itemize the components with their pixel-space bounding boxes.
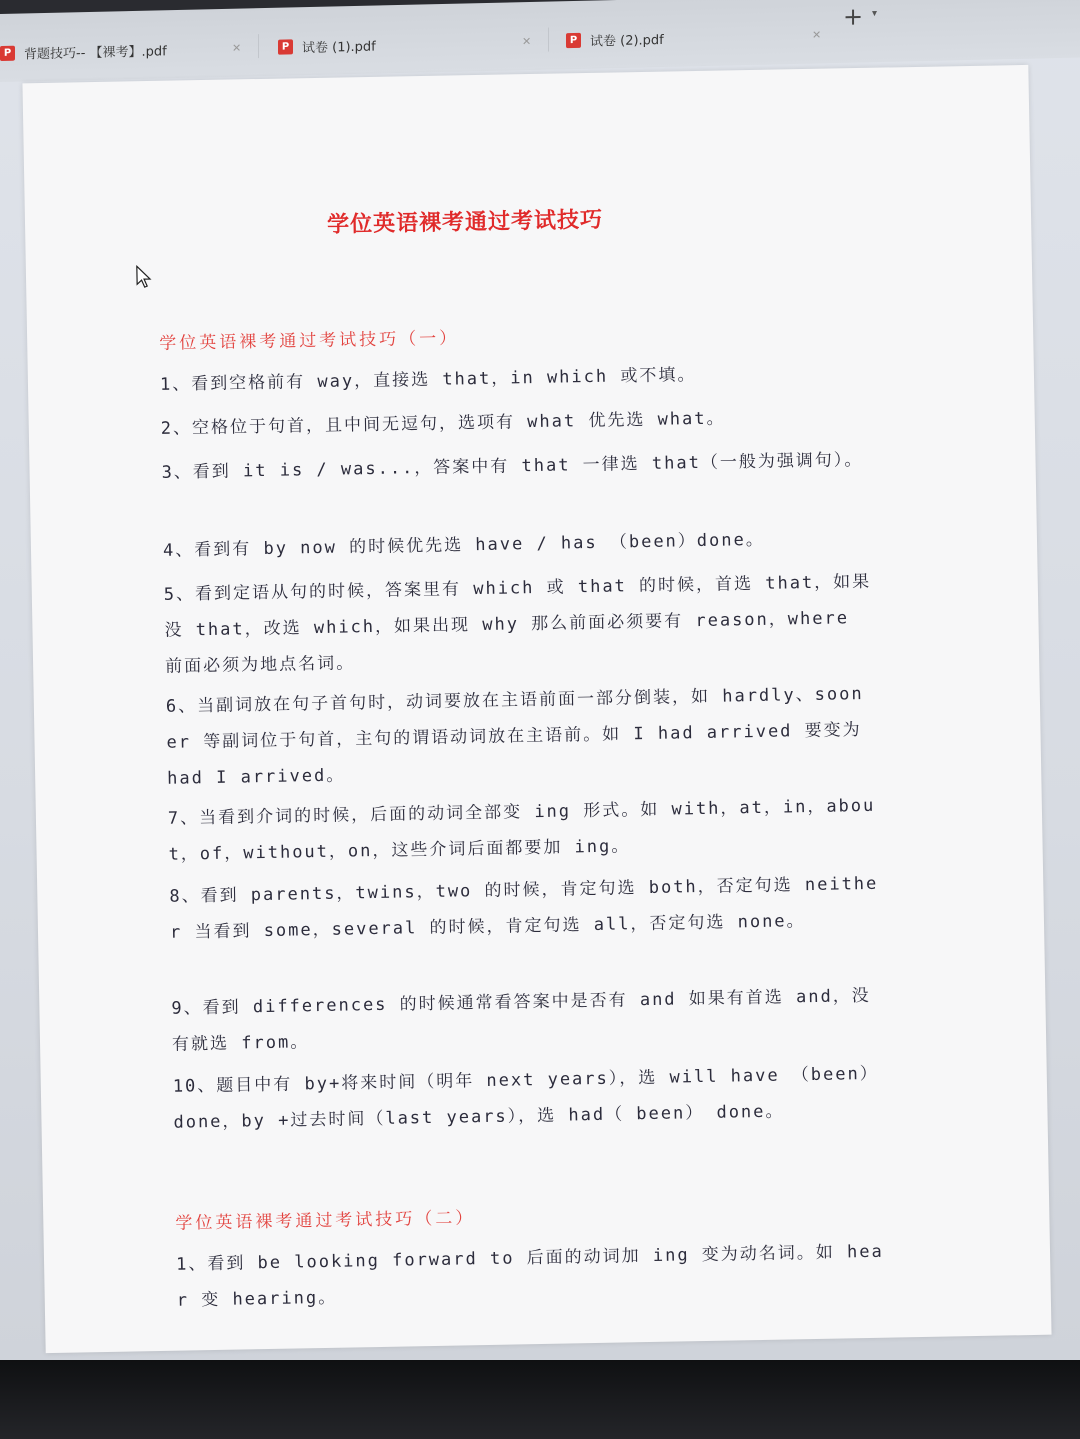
close-icon[interactable]: ✕	[812, 27, 822, 42]
list-item: 8、看到 parents，twins，two 的时候，肯定句选 both，否定句选 neither 当看到 some，several 的时候，肯定句选 all，否定句选 none。	[169, 873, 879, 943]
tab-label: 试卷 (2).pdf	[590, 32, 664, 50]
pdf-icon: P	[278, 39, 293, 54]
tab-divider	[548, 28, 549, 52]
close-icon[interactable]: ✕	[232, 41, 242, 55]
list-item: 5、看到定语从句的时候，答案里有 which 或 that 的时候，首选 that，如果没 that，改选 which，如果出现 why 那么前面必须要有 reason，where 前面必须为地点名词。	[163, 571, 872, 677]
section-heading-2: 学位英语裸考通过考试技巧（二）	[175, 1208, 476, 1234]
pdf-icon: P	[566, 32, 581, 47]
tab-label: 试卷 (1).pdf	[302, 38, 376, 56]
list-item: 1、看到 be looking forward to 后面的动词加 ing 变为动名词。如 hear 变 hearing。	[175, 1241, 884, 1311]
pdf-page	[22, 65, 1051, 1353]
new-tab-button[interactable]: +	[843, 2, 864, 31]
list-item: 3、看到 it is / was...，答案中有 that 一律选 that（一般为强调句）。	[161, 449, 864, 483]
list-item: 9、看到 differences 的时候通常看答案中是否有 and 如果有首选 and，没有就选 from。	[171, 985, 871, 1055]
tab-label: 背题技巧-- 【裸考】.pdf	[24, 43, 167, 62]
tab-pdf-3[interactable]	[566, 21, 822, 57]
tab-pdf-2[interactable]	[278, 27, 532, 63]
list-item: 10、题目中有 by+将来时间（明年 next years），选 will have （been）done，by +过去时间（last years），选 had（ been） done。	[172, 1063, 879, 1133]
window-top-edge	[0, 0, 1080, 14]
list-item: 2、空格位于句首，且中间无逗句，选项有 what 优先选 what。	[160, 408, 726, 439]
pdf-icon: P	[0, 45, 15, 60]
document-title: 学位英语裸考通过考试技巧	[326, 206, 604, 238]
chevron-down-icon[interactable]: ▾	[872, 8, 878, 20]
monitor-logo	[490, 1386, 570, 1416]
close-icon[interactable]: ✕	[522, 34, 532, 48]
tab-divider	[258, 34, 259, 58]
tab-pdf-1[interactable]	[0, 32, 242, 70]
list-item: 1、看到空格前有 way，直接选 that，in which 或不填。	[159, 365, 697, 395]
list-item: 4、看到有 by now 的时候优先选 have / has （been）done。	[162, 529, 765, 561]
list-item: 7、当看到介词的时候，后面的动词全部变 ing 形式。如 with，at，in，about，of，without，on，这些介词后面都要加 ing。	[167, 795, 876, 865]
list-item: 6、当副词放在句子首句时，动词要放在主语前面一部分倒装，如 hardly、sooner 等副词位于句首，主句的谓语动词放在主语前。如 I had arrived 要变为 had I arrived。	[165, 684, 864, 789]
section-heading-1: 学位英语裸考通过考试技巧（一）	[159, 328, 460, 354]
mouse-cursor-icon	[136, 265, 154, 289]
